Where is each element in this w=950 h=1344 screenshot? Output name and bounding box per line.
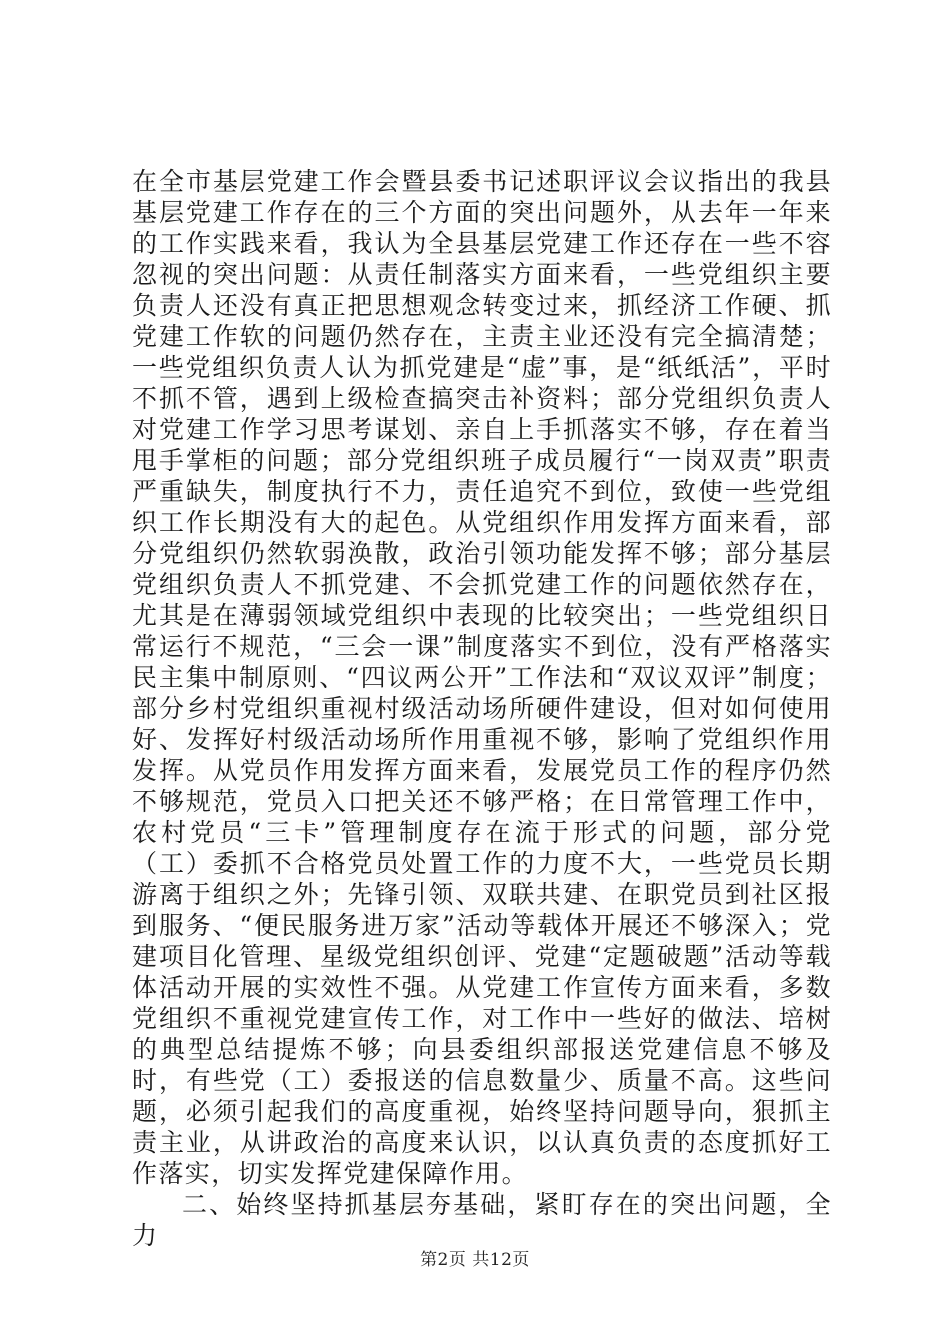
document-body xyxy=(132,166,832,1251)
page-footer xyxy=(0,1245,950,1270)
page-number-label: 第2页 共12页 xyxy=(420,1250,530,1270)
section-heading-paragraph: 二、始终坚持抓基层夯基础，紧盯存在的突出问题，全力 xyxy=(132,1190,832,1250)
body-paragraph: 在全市基层党建工作会暨县委书记述职评议会议指出的我县基层党建工作存在的三个方面的突出问题外，从去年一年来的工作实践来看，我认为全县基层党建工作还存在一些不容忽视的突出问题：从责任制落实方面来看，一些党组织主要负责人还没有真正把思想观念转变过来，抓经济工作硬、抓党建工作软的问题仍然存在，主责主业还没有完全搞清楚；一些党组织负责人认为抓党建是“虚”事，是“纸纸活”，平时不抓不管，遇到上级检查搞突击补资料；部分党组织负责人对党建工作学习思考谋划、亲自上手抓落实不够，存在着当甩手掌柜的问题；部分党组织班子成员履行“一岗双责”职责严重缺失，制度执行不力，责任追究不到位，致使一些党组织工作长期没有大的起色。从党组织作用发挥方面来看，部分党组织仍然软弱涣散，政治引领功能发挥不够；部分基层党组织负责人不抓党建、不会抓党建工作的问题依然存在，尤其是在薄弱领域党组织中表现的比较突出；一些党组织日常运行不规范，“三会一课”制度落实不到位，没有严格落实民主集中制原则、“四议两公开”工作法和“双议双评”制度；部分乡村党组织重视村级活动场所硬件建设，但对如何使用好、发挥好村级活动场所作用重视不够，影响了党组织作用发挥。从党员作用发挥方面来看，发展党员工作的程序仍然不够规范，党员入口把关还不够严格；在日常管理工作中，农村党员“三卡”管理制度存在流于形式的问题，部分党（工）委抓不合格党员处置工作的力度不大，一些党员长期游离于组织之外；先锋引领、双联共建、在职党员到社区报到服务、“便民服务进万家”活动等载体开展还不够深入；党建项目化管理、星级党组织创评、党建“定题破题”活动等载体活动开展的实效性不强。从党建工作宣传方面来看，多数党组织不重视党建宣传工作，对工作中一些好的做法、培树的典型总结提炼不够；向县委组织部报送党建信息不够及时，有些党（工）委报送的信息数量少、质量不高。这些问题，必须引起我们的高度重视，始终坚持问题导向，狠抓主责主业，从讲政治的高度来认识，以认真负责的态度抓好工作落实，切实发挥党建保障作用。 xyxy=(132,167,832,1188)
